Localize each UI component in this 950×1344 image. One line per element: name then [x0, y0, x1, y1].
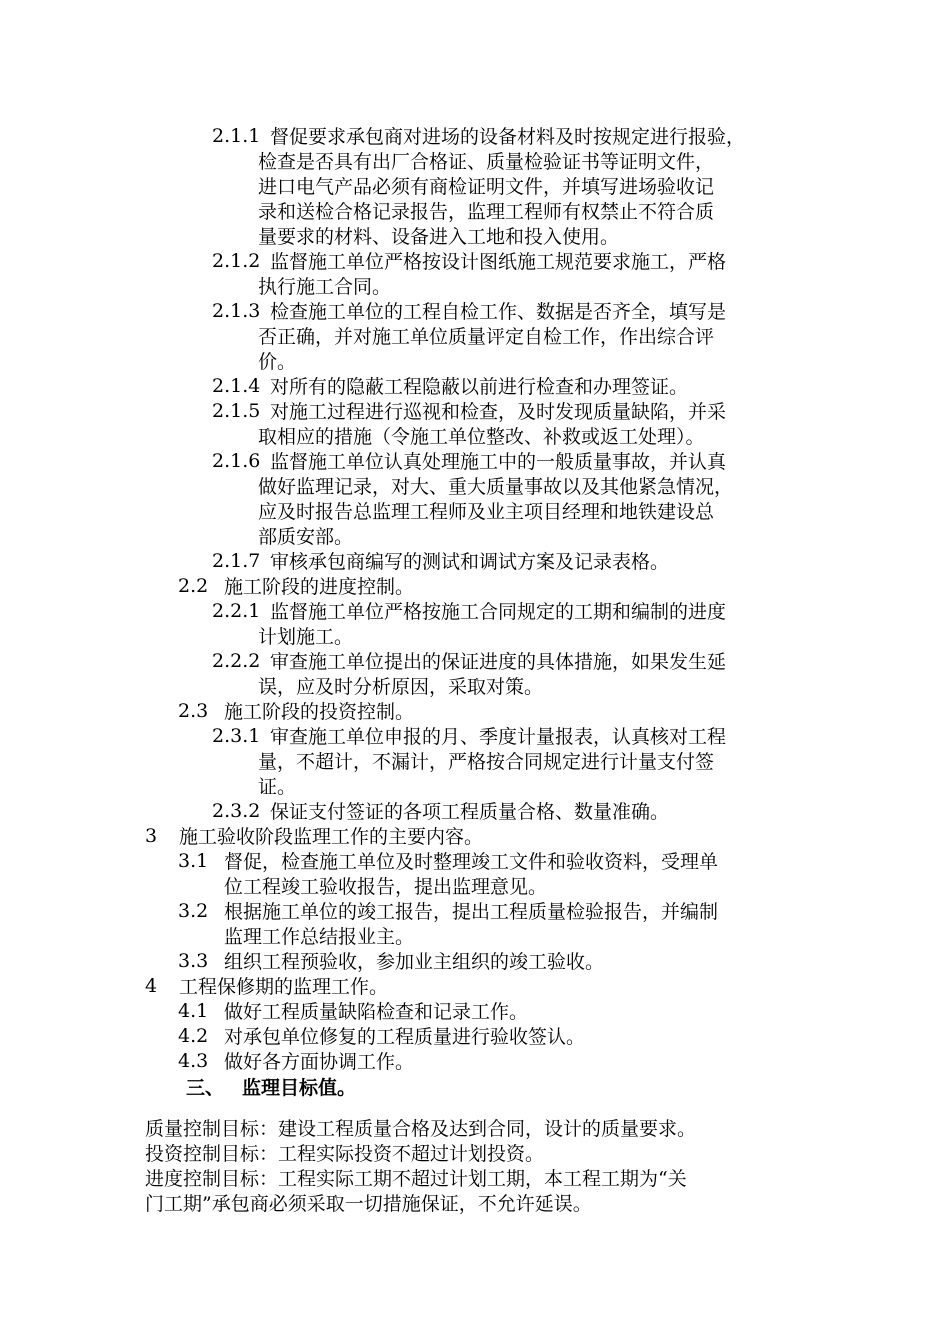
section-line: 督促，检查施工单位及时整理竣工文件和验收资料，受理单 [224, 851, 719, 873]
section-line: 施工阶段的进度控制。 [224, 576, 415, 598]
section-number: 4.2 [178, 1025, 209, 1047]
clause-number: 2.1.3 [212, 300, 261, 322]
section-number: 3.3 [178, 950, 209, 972]
clause-2-1-1 [212, 125, 745, 250]
section-line: 施工验收阶段监理工作的主要内容。 [179, 826, 484, 848]
section-2-2 [178, 575, 414, 600]
clause-number: 2.2.2 [212, 650, 261, 672]
clause-line: 检查是否具有出厂合格证、质量检验证书等证明文件， [258, 151, 715, 173]
clause-line: 执行施工合同。 [258, 276, 392, 298]
section-number: 2.2 [178, 575, 209, 597]
section-3-1 [178, 850, 718, 900]
clause-number: 2.1.7 [212, 550, 261, 572]
section-line: 工程保修期的监理工作。 [179, 976, 389, 998]
heading-text: 监理目标值。 [242, 1077, 357, 1099]
section-3 [145, 825, 483, 850]
section-number: 2.3 [178, 700, 209, 722]
clause-2-3-1 [212, 725, 726, 800]
clause-2-1-3 [212, 300, 726, 375]
section-3-3 [178, 950, 604, 975]
section-3-2 [178, 900, 718, 950]
clause-number: 2.2.1 [212, 600, 261, 622]
clause-line: 督促要求承包商对进场的设备材料及时按规定进行报验， [270, 126, 746, 148]
clause-number: 2.3.1 [212, 725, 261, 747]
clause-line: 价。 [258, 351, 297, 373]
clause-line: 对施工过程进行巡视和检查，及时发现质量缺陷，并采 [270, 401, 727, 423]
clause-line: 保证支付签证的各项工程质量合格、数量准确。 [270, 801, 670, 823]
clause-line: 部质安部。 [258, 526, 354, 548]
goal-line: 进度控制目标：工程实际工期不超过计划工期，本工程工期为“关 [145, 1168, 687, 1190]
clause-number: 2.1.5 [212, 400, 261, 422]
section-4-2 [178, 1025, 585, 1050]
goal-line: 质量控制目标：建设工程质量合格及达到合同，设计的质量要求。 [145, 1118, 697, 1140]
clause-2-3-2 [212, 800, 669, 825]
section-line: 做好各方面协调工作。 [224, 1051, 415, 1073]
section-number: 3 [145, 825, 158, 847]
clause-number: 2.1.1 [212, 125, 261, 147]
section-line: 根据施工单位的竣工报告，提出工程质量检验报告，并编制 [224, 901, 719, 923]
heading-number: 三、 [186, 1077, 225, 1099]
clause-line: 证。 [258, 776, 297, 798]
section-4-1 [178, 1000, 528, 1025]
schedule-goal-paragraph [145, 1167, 687, 1217]
clause-line: 审核承包商编写的测试和调试方案及记录表格。 [270, 551, 670, 573]
clause-2-1-6 [212, 450, 733, 550]
clause-line: 审查施工单位申报的月、季度计量报表，认真核对工程 [270, 726, 727, 748]
clause-line: 取相应的措施（令施工单位整改、补救或返工处理）。 [258, 426, 705, 448]
clause-line: 检查施工单位的工程自检工作、数据是否齐全，填写是 [270, 301, 727, 323]
goal-line: 投资控制目标：工程实际投资不超过计划投资。 [145, 1143, 545, 1165]
section-4 [145, 975, 388, 1000]
clause-number: 2.3.2 [212, 800, 261, 822]
investment-goal-paragraph [145, 1142, 544, 1167]
section-2-3 [178, 700, 414, 725]
clause-line: 计划施工。 [258, 626, 354, 648]
clause-line: 量要求的材料、设备进入工地和投入使用。 [258, 226, 620, 248]
clause-line: 应及时报告总监理工程师及业主项目经理和地铁建设总 [258, 501, 715, 523]
clause-line: 对所有的隐蔽工程隐蔽以前进行检查和办理签证。 [270, 376, 689, 398]
section-line: 做好工程质量缺陷检查和记录工作。 [224, 1001, 529, 1023]
section-number: 4 [145, 975, 158, 997]
clause-2-1-5 [212, 400, 726, 450]
section-number: 4.3 [178, 1050, 209, 1072]
section-line: 施工阶段的投资控制。 [224, 701, 415, 723]
section-line: 对承包单位修复的工程质量进行验收签认。 [224, 1026, 586, 1048]
clause-line: 否正确，并对施工单位质量评定自检工作，作出综合评 [258, 326, 715, 348]
clause-number: 2.1.4 [212, 375, 261, 397]
section-line: 位工程竣工验收报告，提出监理意见。 [224, 876, 548, 898]
clause-line: 审查施工单位提出的保证进度的具体措施，如果发生延 [270, 651, 727, 673]
section-number: 3.2 [178, 900, 209, 922]
section-heading [186, 1074, 356, 1102]
clause-line: 误，应及时分析原因，采取对策。 [258, 676, 544, 698]
section-4-3 [178, 1050, 414, 1075]
clause-line: 监督施工单位严格按施工合同规定的工期和编制的进度 [270, 601, 727, 623]
clause-number: 2.1.2 [212, 250, 261, 272]
clause-line: 进口电气产品必须有商检证明文件，并填写进场验收记 [258, 176, 715, 198]
section-line: 组织工程预验收，参加业主组织的竣工验收。 [224, 951, 605, 973]
clause-line: 录和送检合格记录报告，监理工程师有权禁止不符合质 [258, 201, 715, 223]
section-number: 3.1 [178, 850, 209, 872]
clause-line: 监督施工单位严格按设计图纸施工规范要求施工，严格 [270, 251, 727, 273]
quality-goal-paragraph [145, 1117, 696, 1142]
section-number: 4.1 [178, 1000, 209, 1022]
clause-line: 监督施工单位认真处理施工中的一般质量事故，并认真 [270, 451, 727, 473]
clause-2-1-7 [212, 550, 669, 575]
section-line: 监理工作总结报业主。 [224, 926, 415, 948]
clause-2-1-2 [212, 250, 726, 300]
clause-number: 2.1.6 [212, 450, 261, 472]
goal-line: 门工期”承包商必须采取一切措施保证，不允许延误。 [145, 1193, 592, 1215]
clause-line: 量，不超计，不漏计，严格按合同规定进行计量支付签 [258, 751, 715, 773]
clause-2-2-1 [212, 600, 726, 650]
clause-2-1-4 [212, 375, 688, 400]
clause-2-2-2 [212, 650, 726, 700]
clause-line: 做好监理记录，对大、重大质量事故以及其他紧急情况， [258, 476, 734, 498]
